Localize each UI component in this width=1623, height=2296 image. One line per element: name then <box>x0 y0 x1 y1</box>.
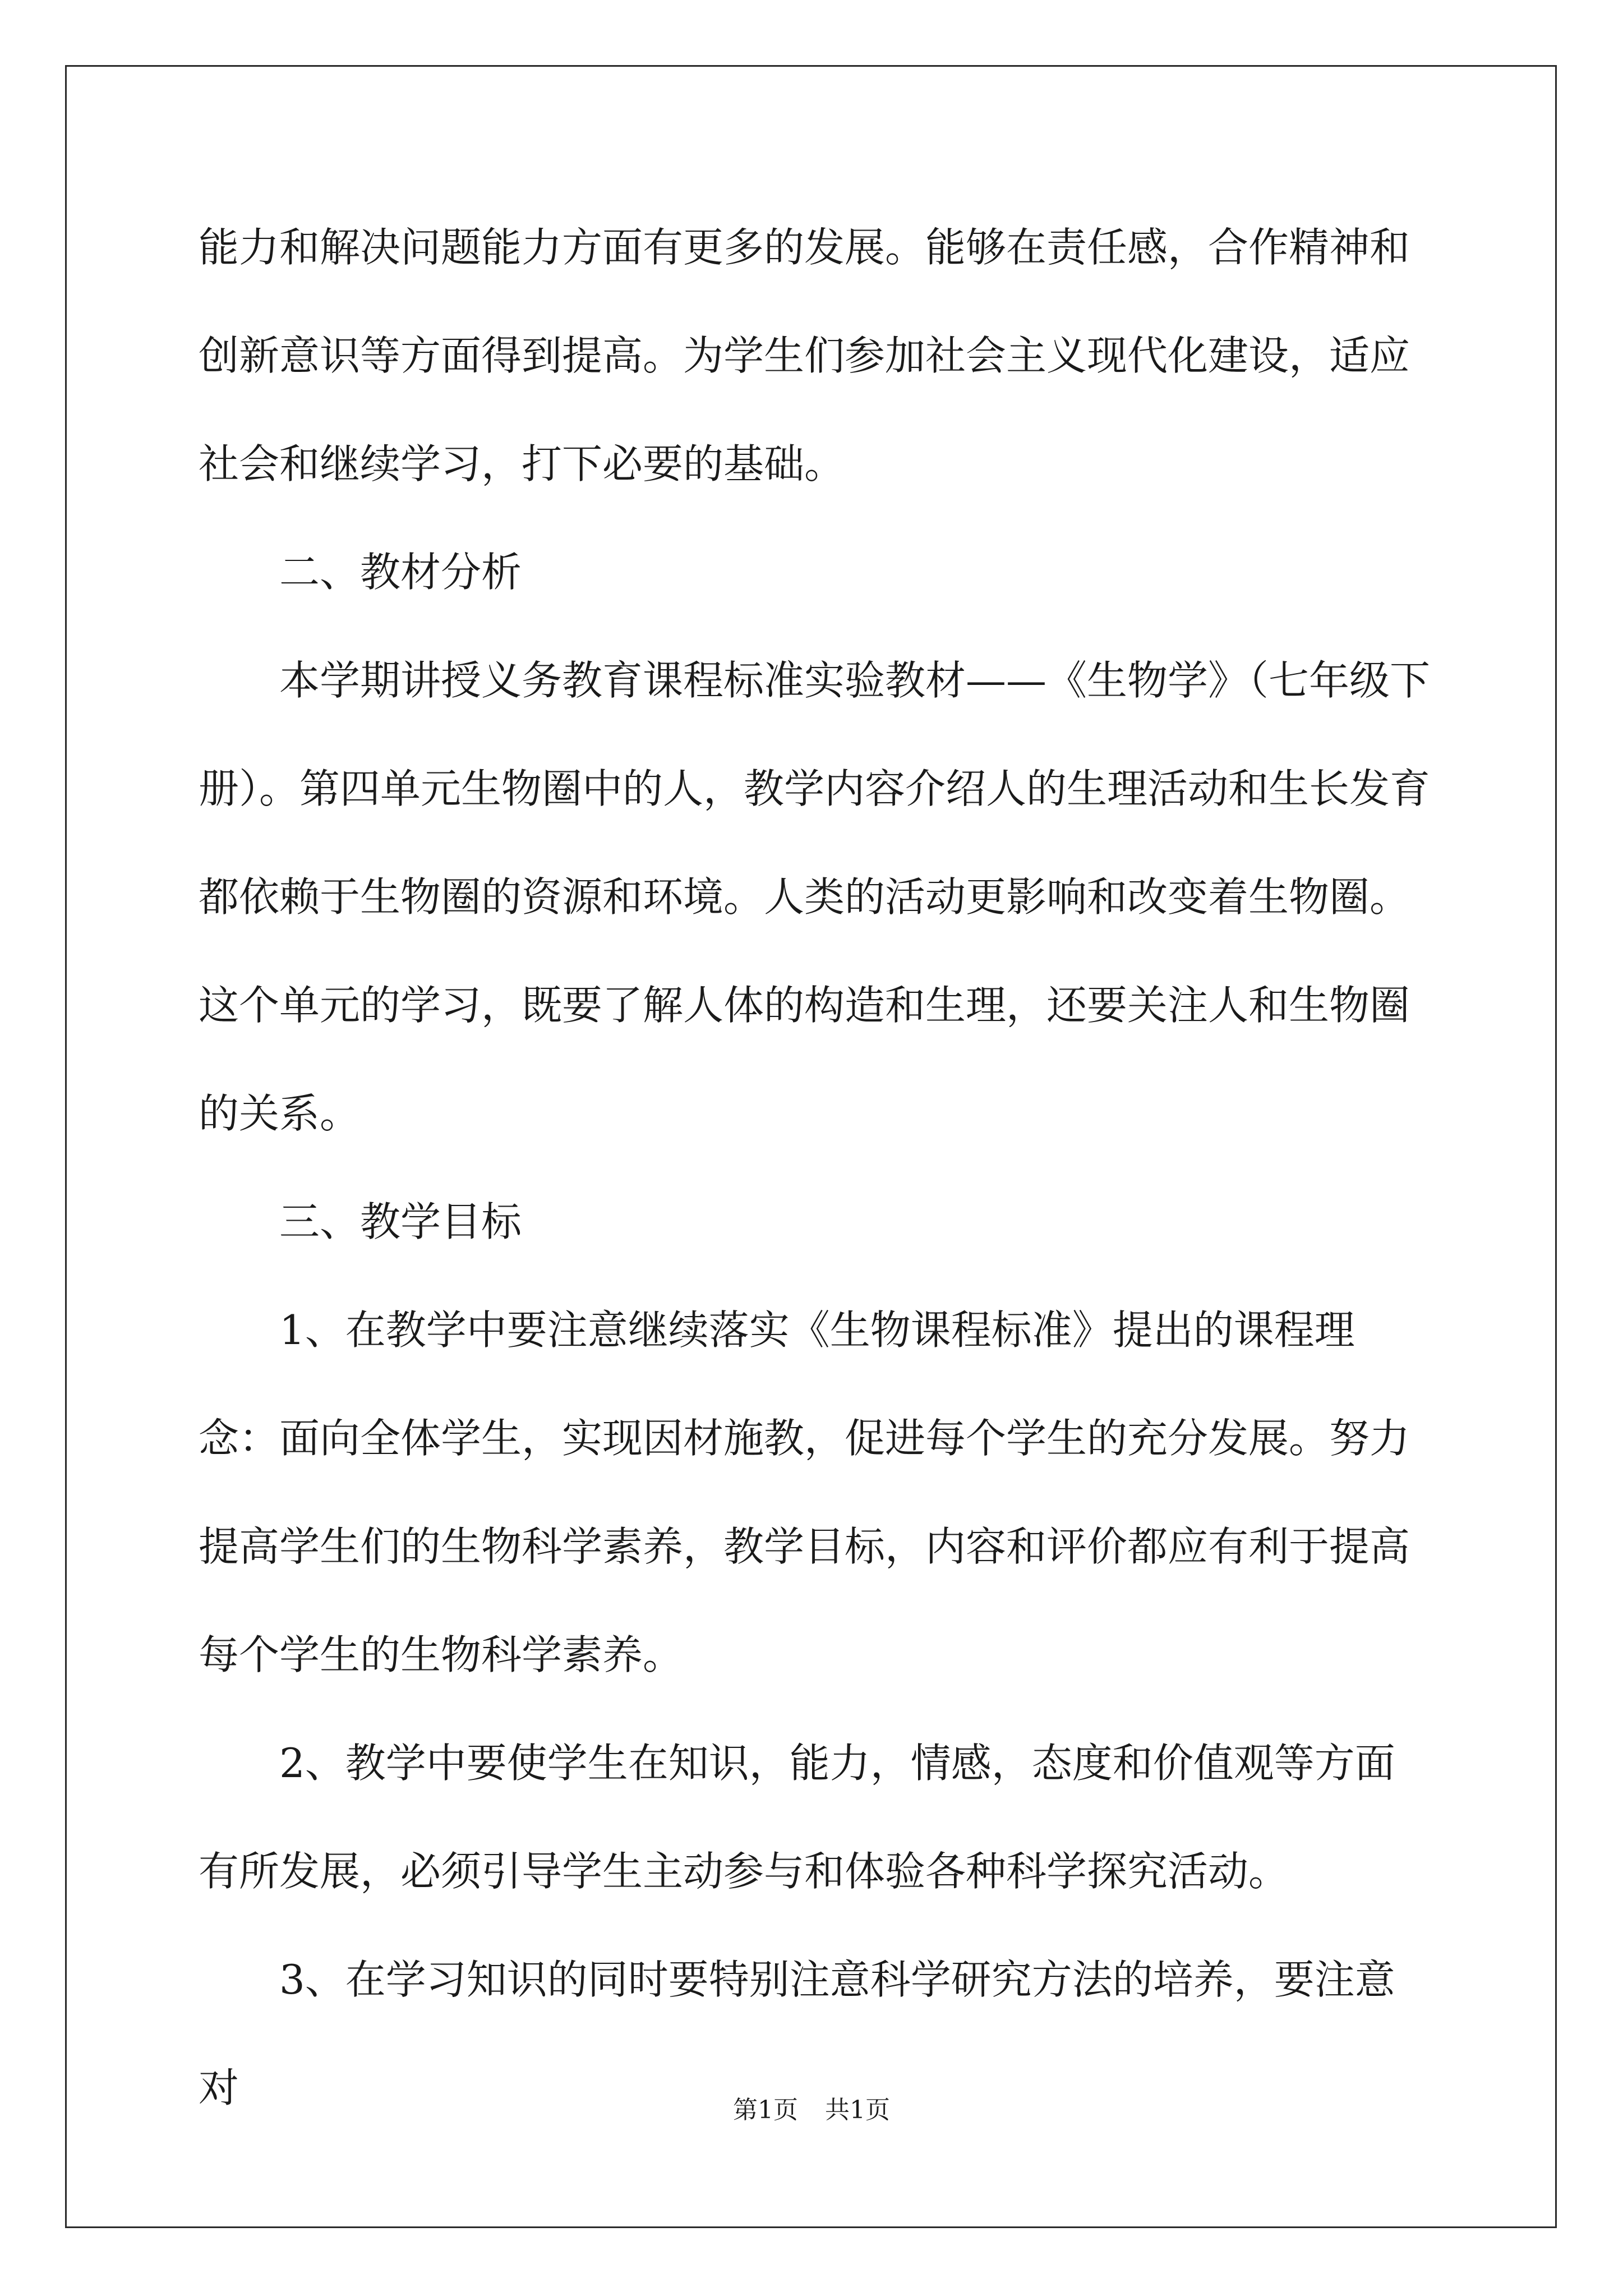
paragraph-goal-1: 1、在教学中要注意继续落实《生物课程标准》提出的课程理念：面向全体学生，实现因材施教，促进每个学生的充分发展。努力提高学生们的生物科学素养，教学目标，内容和评价都应有利于提高每个学生的生物科学素养。 <box>199 1306 1410 1678</box>
document-body <box>199 194 1432 2142</box>
paragraph-goal-2: 2、教学中要使学生在知识，能力，情感，态度和价值观等方面有所发展，必须引导学生主动参与和体验各种科学探究活动。 <box>199 1740 1395 1895</box>
section-heading-textbook-analysis: 二、教材分析 <box>279 549 522 596</box>
paragraph-textbook-analysis: 本学期讲授义务教育课程标准实验教材——《生物学》（七年级下册）。第四单元生物圈中的人，教学内容介绍人的生理活动和生长发育都依赖于生物圈的资源和环境。人类的活动更影响和改变着生物圈。这个单元的学习，既要了解人体的构造和生理，还要关注人和生物圈的关系。 <box>199 657 1431 1137</box>
page-number-total: 共1页 <box>825 2096 890 2124</box>
page-footer <box>0 2093 1623 2127</box>
paragraph-goal-3: 3、在学习知识的同时要特别注意科学研究方法的培养，要注意对 <box>199 1956 1395 2111</box>
page-number-current: 第1页 <box>733 2096 798 2124</box>
paragraph-continued: 能力和解决问题能力方面有更多的发展。能够在责任感，合作精神和创新意识等方面得到提高。为学生们参加社会主义现代化建设，适应社会和继续学习，打下必要的基础。 <box>199 224 1410 487</box>
section-heading-teaching-goals: 三、教学目标 <box>279 1198 522 1245</box>
